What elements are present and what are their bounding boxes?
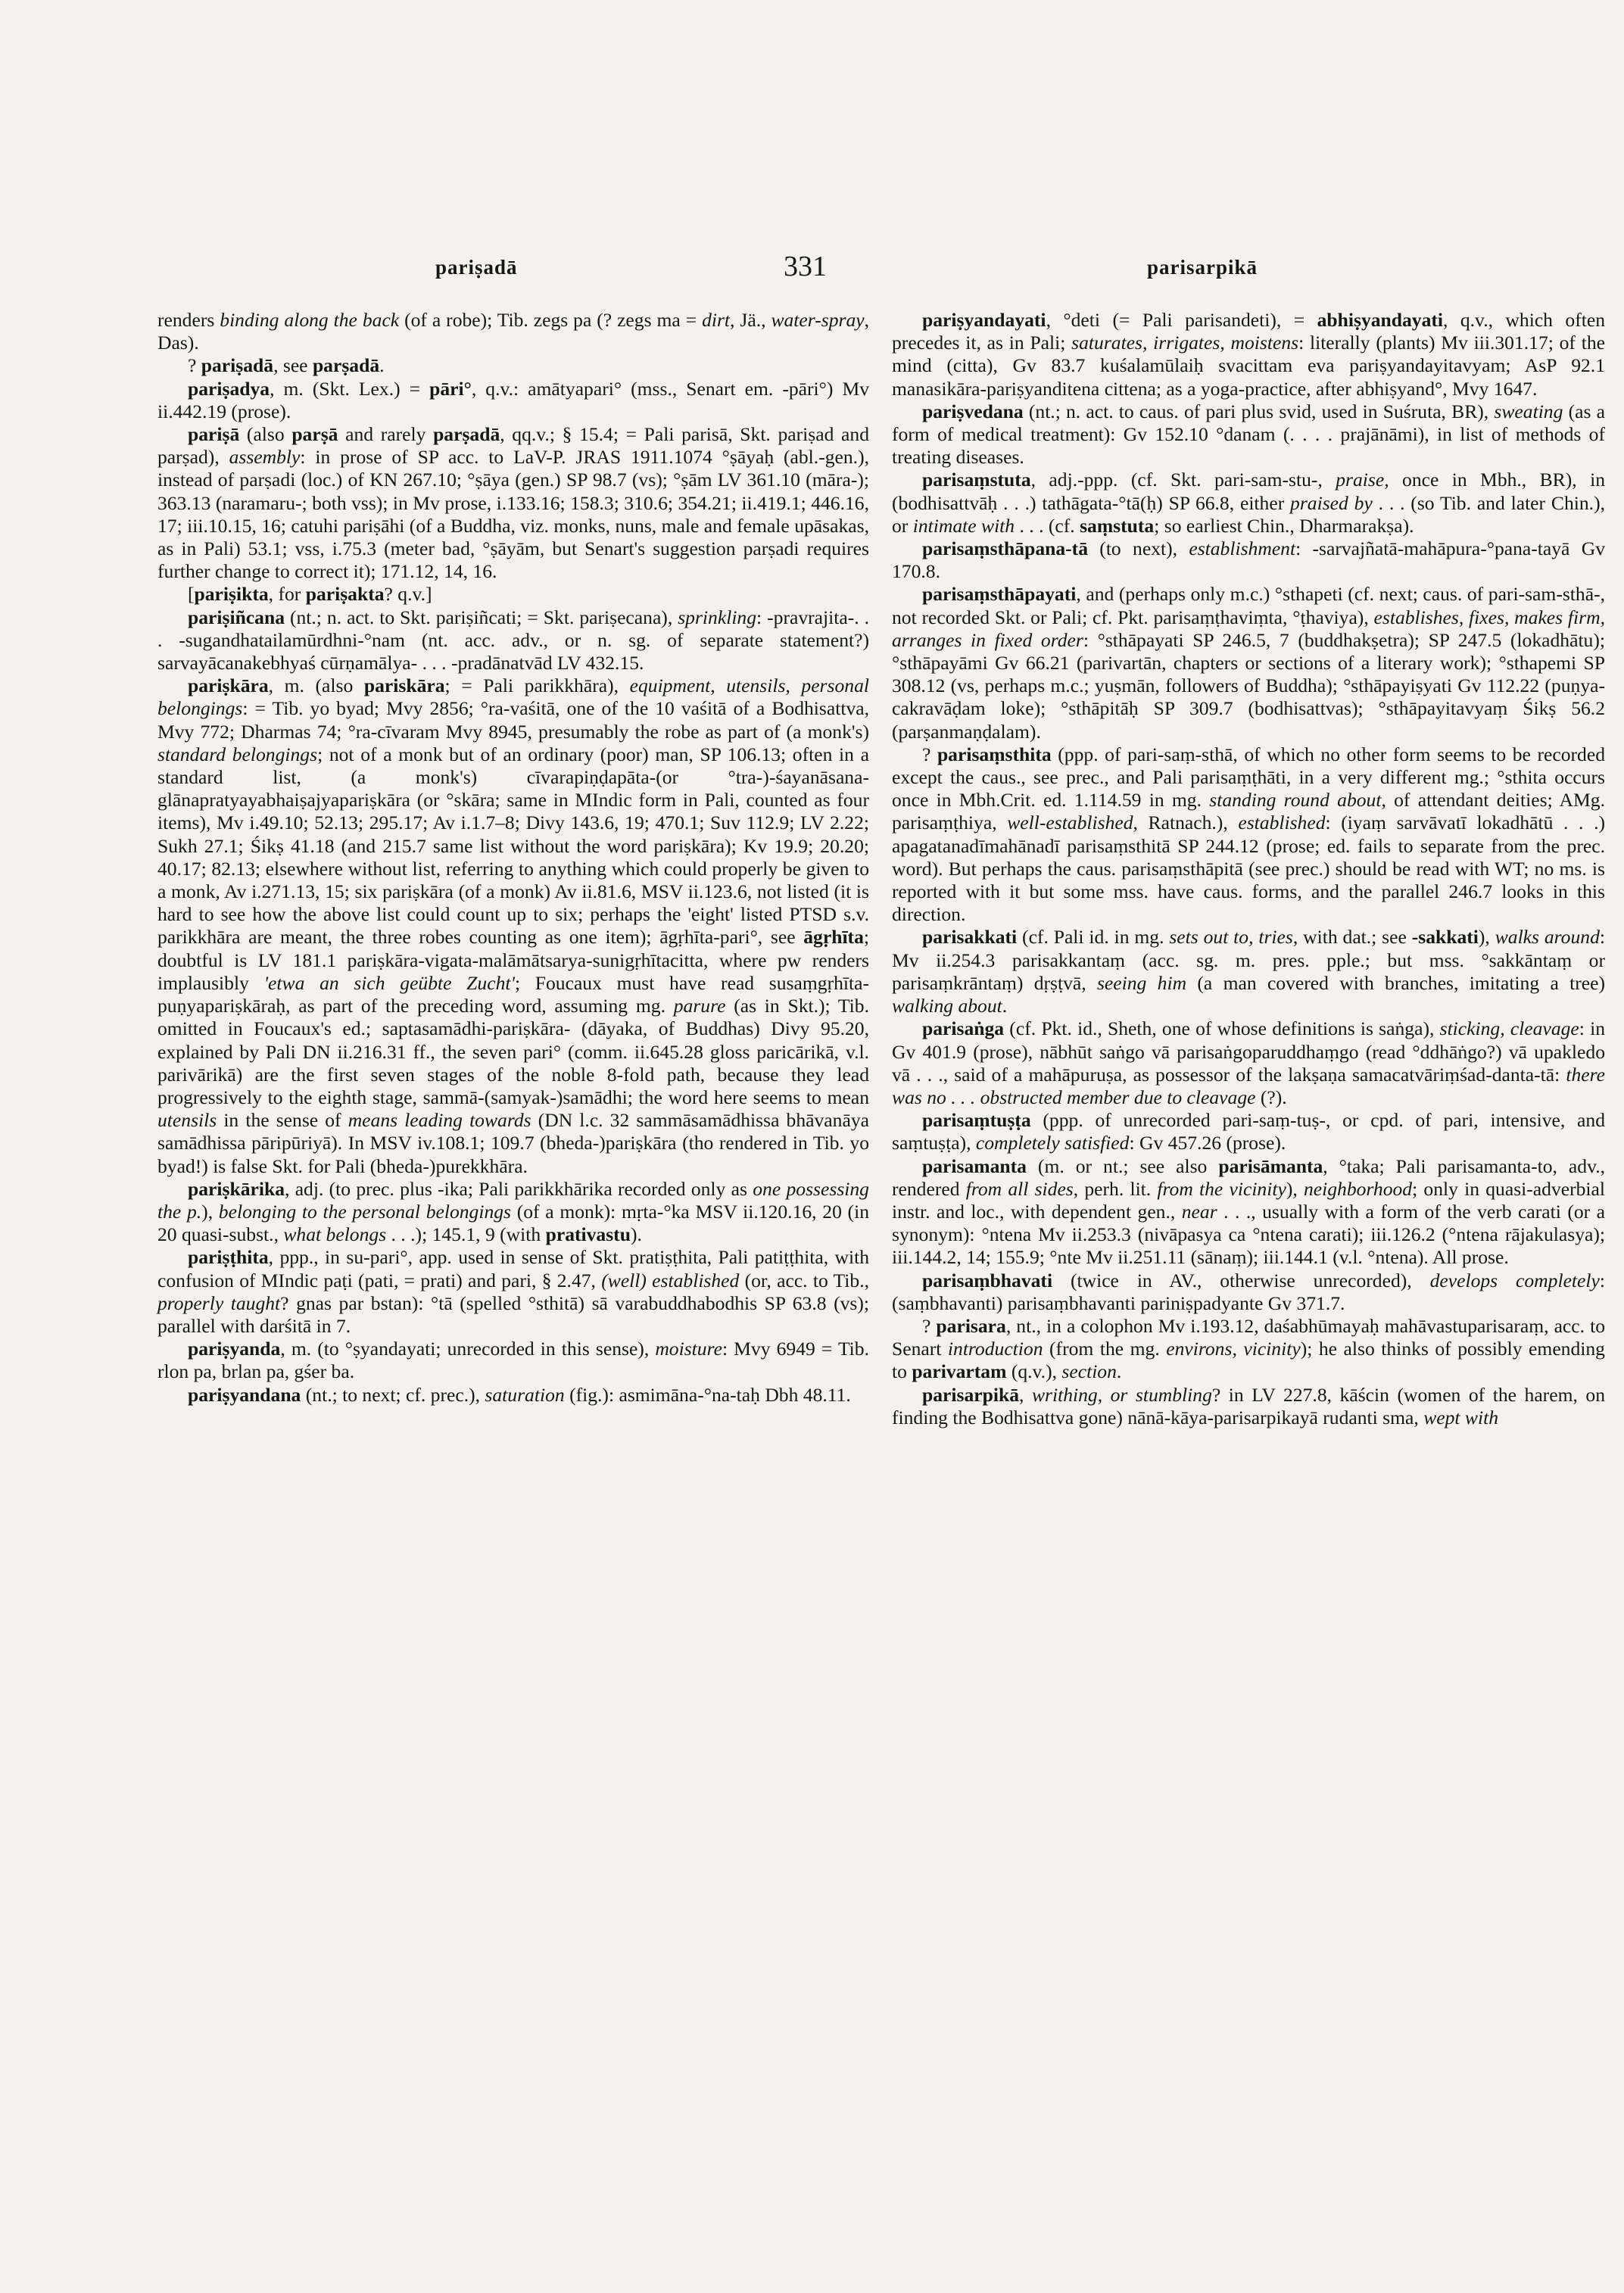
page-number: 331 <box>784 251 827 282</box>
entry-text: (of a robe); Tib. zegs pa (? zegs ma = <box>399 309 703 331</box>
entry-text: ), <box>1286 1177 1304 1200</box>
italic-gloss: introduction <box>947 1338 1043 1360</box>
headword: parṣā <box>291 423 338 446</box>
entry-text: (ppp. of unrecorded pari-saṃ-tuṣ-, or cpd. of pari, intensive, and saṃtuṣṭa), <box>892 1109 1605 1154</box>
dictionary-entry <box>892 469 1605 537</box>
headword: abhiṣyandayati <box>1317 309 1444 331</box>
entry-text: (of a monk): mṛta-°ka MSV ii.120.16, 20 (in 20 quasi-subst., <box>157 1200 869 1246</box>
entry-text: (as in Skt.); Tib. omitted in Foucaux's ed.; saptasamādhi-pariṣkāra- (dāyaka, of Buddhas) Divy 95.20, explained by Pali DN ii.216.31 ff., the seven pari° (comm. ii.645.28 gloss paricārikā, v.l. parivārikā) are the first seven stages of the noble 8-fold path, because they lead progressively to the eighth stage, sammā-(samyak-)samādhi; the word here seems to mean <box>157 995 869 1108</box>
entry-text: and rarely <box>338 423 434 446</box>
entry-text: , adj. (to prec. plus -ika; Pali parikkhārika recorded only as <box>285 1177 753 1200</box>
headword: parisaṃsthāpayati <box>922 583 1077 606</box>
entry-text: , for <box>268 583 306 606</box>
dictionary-entry <box>892 1155 1605 1270</box>
headword: pariṣkāra <box>188 675 269 697</box>
italic-gloss: utensils <box>157 1109 217 1132</box>
left-column <box>157 309 869 1407</box>
entry-text: : -pravrajita-. . . -sugandhatailamūrdhni-°nam (nt. acc. adv., or n. sg. of separate statement?) sarvayācanakebhyaś cūrṇamālya- . . . -pradānatvād LV 432.15. <box>157 606 869 675</box>
italic-gloss: saturates, irrigates, moistens <box>1071 332 1299 354</box>
headword: pariṣadā <box>201 354 274 377</box>
entry-text: (q.v.), <box>1006 1360 1062 1383</box>
entry-text: ? <box>188 354 201 377</box>
entry-text: : Gv 457.26 (prose). <box>1129 1132 1286 1154</box>
italic-gloss: sticking, cleavage <box>1439 1017 1579 1040</box>
italic-gloss: standard belongings <box>157 743 318 765</box>
entry-text: ; so earliest Chin., Dharmarakṣa). <box>1154 514 1414 537</box>
italic-gloss: assembly <box>229 446 301 469</box>
dictionary-entry <box>892 583 1605 743</box>
headword: pāri° <box>429 377 472 400</box>
italic-gloss: neighborhood <box>1303 1177 1413 1200</box>
entry-text: (nt.; to next; cf. prec.), <box>301 1383 485 1406</box>
headword: parṣadā <box>312 354 380 377</box>
italic-gloss: environs, vicinity <box>1166 1338 1301 1360</box>
dictionary-entry <box>892 400 1605 469</box>
entry-text: , Ratnach.), <box>1133 812 1239 834</box>
entry-text: : Mv ii.254.3 parisakkantaṃ (acc. sg. m. pres. pple.; but mss. °sakkāntaṃ or parisaṃkrāntaṃ) dṛṣṭvā, <box>892 926 1605 994</box>
headword: āgṛhīta <box>803 926 864 949</box>
entry-text: , nt., in a colophon Mv i.193.12, daśabhūmayaḥ mahāvastuparisaraṃ, acc. to Senart <box>892 1314 1606 1360</box>
italic-gloss: praised by <box>1290 491 1373 514</box>
dictionary-entry <box>892 1109 1605 1154</box>
headword: parisakkati <box>922 926 1018 949</box>
entry-text: ? q.v.] <box>384 583 432 606</box>
entry-text: . . ., usually with a form of the verb carati (or a synonym): °ntena Mv ii.253.3 (nivāpasya ca °ntena carati); iii.126.2 (°ntena rājakulasya); iii.144.2, 14; 155.9; °nte Mv ii.251.11 (sānaṃ); iii.144.1 (v.l. °ntena). All prose. <box>892 1200 1605 1269</box>
dictionary-entry <box>892 1270 1605 1315</box>
italic-gloss: water-spray <box>771 309 865 331</box>
entry-text: , <box>1019 1383 1032 1406</box>
italic-gloss: 'etwa an sich geübte Zucht' <box>263 971 515 994</box>
header-left-word: pariṣadā <box>435 256 518 279</box>
entry-text: , once in Mbh., BR), in (bodhisattvāḥ . . .) tathāgata-°tā(ḥ) SP 66.8, either <box>892 469 1605 514</box>
entry-text: (to next), <box>1088 537 1189 560</box>
headword: parisaṃsthāpana-tā <box>922 537 1088 560</box>
entry-text: : in Gv 401.9 (prose), nābhūt saṅgo vā parisaṅgoparuddhaṃgo (read °ddhāṅgo?) vā upakledo vā . . ., said of a mahāpuruṣa, as possessor of the lakṣaṇa samacatvāriṃśad-danta-tā: <box>892 1017 1606 1086</box>
headword: parivartam <box>912 1360 1007 1383</box>
entry-text: , adj.-ppp. (cf. Skt. pari-sam-stu-, <box>1030 469 1336 491</box>
italic-gloss: binding along the back <box>220 309 400 331</box>
headword: parisara <box>936 1314 1006 1337</box>
entry-text: . <box>1116 1360 1122 1383</box>
dictionary-entry <box>157 378 869 423</box>
entry-text: ? gnas par bstan): °tā (spelled °sthitā) sā varabuddhabodhis SP 63.8 (vs); parallel with darśitā in 7. <box>157 1291 869 1337</box>
italic-gloss: walks around <box>1495 926 1600 949</box>
dictionary-entry <box>892 1017 1605 1109</box>
entry-text: (or, acc. to Tib., <box>739 1269 869 1291</box>
italic-gloss: properly taught <box>157 1291 281 1314</box>
italic-gloss: completely satisfied <box>975 1132 1130 1154</box>
entry-text: , ppp., in su-pari°, app. used in sense of Skt. pratiṣṭhita, Pali patiṭṭhita, with confusion of MIndic paṭi (pati, = prati) and pari, § 2.47, <box>157 1246 869 1291</box>
headword: parṣadā <box>433 423 500 446</box>
dictionary-entry <box>892 926 1605 1017</box>
header-right-word: parisarpikā <box>1147 256 1258 279</box>
entry-text: , m. (Skt. Lex.) = <box>270 377 430 400</box>
entry-text: ). <box>630 1223 642 1246</box>
dictionary-entry <box>892 1315 1605 1384</box>
entry-text: , Das). <box>157 309 870 354</box>
dictionary-entry <box>157 354 869 377</box>
headword: pariṣadya <box>188 377 270 400</box>
italic-gloss: praise <box>1336 469 1385 491</box>
entry-text: : literally (plants) Mv iii.301.17; of the mind (citta), Gv 83.7 kuśalamūlaiḥ svacittam eva pariṣyandayitavyam; AsP 92.1 manasikāra-pariṣyanditena cittena; as a yoga-practice, after abhiṣyand°, Mvy 1647. <box>892 332 1605 400</box>
entry-text: (ppp. of pari-saṃ-sthā, of which no other form seems to be recorded except the caus., see prec., and Pali parisaṃṭhāti, in a very different mg.; °sthita occurs once in Mbh.Crit. ed. 1.114.59 in mg. <box>892 743 1605 812</box>
dictionary-entry <box>157 309 869 354</box>
dictionary-entry <box>892 1384 1605 1429</box>
dictionary-entry <box>157 423 869 583</box>
entry-text: (from the mg. <box>1043 1338 1167 1360</box>
entry-text: in the sense of <box>217 1109 348 1132</box>
italic-gloss: parure <box>673 995 726 1017</box>
entry-text: . . . (so Tib. and later Chin.), or <box>892 491 1605 537</box>
headword: parisarpikā <box>922 1383 1019 1406</box>
dictionary-entry <box>157 606 869 675</box>
entry-text: , perh. lit. <box>1073 1177 1158 1200</box>
entry-text: . . . (cf. <box>1015 514 1080 537</box>
entry-text: (cf. Pkt. id., Sheth, one of whose definitions is saṅga), <box>1004 1017 1440 1040</box>
dictionary-entry <box>157 1178 869 1247</box>
headword: pariṣyandayati <box>922 309 1046 331</box>
italic-gloss: standing round about <box>1209 789 1382 812</box>
italic-gloss: equipment, utensils, personal belongings <box>157 675 869 720</box>
entry-text: , °deti (= Pali parisandeti), = <box>1046 309 1317 331</box>
italic-gloss: established <box>1238 812 1326 834</box>
italic-gloss: sprinkling <box>678 606 757 628</box>
entry-text: (twice in AV., otherwise unrecorded), <box>1052 1269 1430 1291</box>
entry-text: , qq.v.; § 15.4; = Pali parisā, Skt. pariṣad and parṣad), <box>157 423 869 469</box>
headword: pariṣikta <box>194 583 269 606</box>
entry-text: renders <box>157 309 220 331</box>
italic-gloss: wept with <box>1423 1406 1499 1428</box>
italic-gloss: what belongs <box>283 1223 387 1246</box>
entry-text: [ <box>188 583 195 606</box>
italic-gloss: well-established <box>1007 812 1133 834</box>
entry-text: . <box>379 354 385 377</box>
entry-text: , of attendant deities; AMg. parisaṃṭhiya, <box>892 789 1605 834</box>
entry-text: ? <box>922 1314 937 1337</box>
entry-text: (nt.; n. act. to Skt. pariṣiñcati; = Skt. pariṣecana), <box>285 606 678 628</box>
entry-text: ), <box>1478 926 1495 949</box>
entry-text: , m. (to °ṣyandayati; unrecorded in this sense), <box>280 1338 656 1360</box>
italic-gloss: intimate with <box>912 514 1015 537</box>
entry-text: , m. (also <box>268 675 364 697</box>
headword: pariṣyanda <box>188 1338 281 1360</box>
headword: pariṣṭhita <box>188 1246 269 1269</box>
italic-gloss: belonging to the personal belongings <box>218 1200 512 1223</box>
entry-text: (?). <box>1255 1086 1287 1108</box>
italic-gloss: establishes, fixes, makes firm, arranges in fixed order <box>892 606 1605 651</box>
italic-gloss: moisture <box>655 1338 722 1360</box>
italic-gloss: from all sides <box>965 1177 1074 1200</box>
italic-gloss: (well) established <box>601 1269 740 1291</box>
headword: -sakkati <box>1411 926 1479 949</box>
entry-text: (DN l.c. 32 sammāsamādhissa bhāvanāya samādhissa pāripūriyā). In MSV iv.108.1; 109.7 (bheda-)pariṣkāra (tho rendered in Tib. yo byad!) is false Skt. for Pali (bheda-)purekkhāra. <box>157 1109 869 1177</box>
headword: parisaṃbhavati <box>922 1269 1053 1291</box>
italic-gloss: from the vicinity <box>1157 1177 1286 1200</box>
italic-gloss: sweating <box>1494 400 1563 422</box>
headword: pariṣyandana <box>188 1383 301 1406</box>
entry-text: : Mvy 6949 = Tib. rlon pa, brlan pa, gśer ba. <box>157 1338 869 1383</box>
entry-text: ? <box>922 743 937 765</box>
dictionary-entry <box>892 537 1605 583</box>
italic-gloss: writhing, or stumbling <box>1031 1383 1212 1406</box>
dictionary-entry <box>892 309 1605 400</box>
headword: pariṣkārika <box>188 1177 285 1200</box>
italic-gloss: develops completely <box>1429 1269 1600 1291</box>
italic-gloss: saturation <box>485 1383 565 1406</box>
headword: parisaṃtuṣṭa <box>922 1109 1031 1132</box>
italic-gloss: dirt <box>702 309 731 331</box>
entry-text: , see <box>273 354 313 377</box>
entry-text: : = Tib. yo byad; Mvy 2856; °ra-vaśitā, one of the 10 vaśitā of a Bodhisattva, Mvy 772; Dharmas 74; °ra-cīvaram Mvy 8945, presumably the robe as part of (a monk's) <box>157 697 869 743</box>
italic-gloss: sets out to, tries <box>1169 926 1293 949</box>
entry-text: : -sarvajñatā-mahāpura-°pana-tayā Gv 170.8. <box>892 537 1605 583</box>
headword: parisamanta <box>922 1154 1027 1177</box>
entry-text: , °taka; Pali parisamanta-to, adv., rendered <box>892 1154 1606 1200</box>
entry-text: , Jä., <box>730 309 771 331</box>
entry-text: (m. or nt.; see also <box>1026 1154 1219 1177</box>
entry-text: : (saṃbhavanti) parisaṃbhavanti pariniṣpadyante Gv 371.7. <box>892 1269 1606 1314</box>
headword: parisāmanta <box>1218 1154 1323 1177</box>
headword: pariṣiñcana <box>188 606 285 628</box>
headword: parisaṃstuta <box>922 469 1031 491</box>
running-header <box>0 250 1624 288</box>
headword: pariṣā <box>188 423 240 446</box>
entry-text: ; Foucaux must have read susaṃgṛhīta-puṇyapariṣkāraḥ, as part of the preceding word, assuming mg. <box>157 971 869 1017</box>
entry-text: (also <box>239 423 292 446</box>
headword: prativastu <box>545 1223 631 1246</box>
entry-text: , with dat.; see <box>1292 926 1412 949</box>
entry-text: : in prose of SP acc. to LaV-P. JRAS 1911.1074 °ṣāyaḥ (abl.-gen.), instead of parṣadi (loc.) of KN 267.10; °ṣāya (gen.) SP 98.7 (vs); °ṣām LV 361.10 (māra-); 363.13 (naramaru-; both vss); in Mv prose, i.133.16; 158.3; 310.6; 354.21; ii.419.1; 446.16, 17; iii.10.15, 16; catuhi pariṣāhi (of a Buddha, viz. monks, nuns, male and female upāsakas, as in Pali) 53.1; vss, i.75.3 (meter bad, °ṣāyām, but Senart's suggestion parṣadi requires further change to correct it); 171.12, 14, 16. <box>157 446 869 583</box>
entry-text: , q.v.: amātyapari° (mss., Senart em. -pāri°) Mv ii.442.19 (prose). <box>157 377 870 422</box>
entry-text: (a man covered with branches, imitating a tree) <box>1186 971 1605 994</box>
italic-gloss: there was no . . . obstructed member due to cleavage <box>892 1063 1605 1108</box>
entry-text: ? in LV 227.8, kāścin (women of the harem, on finding the Bodhisattva gone) nānā-kāya-parisarpikayā rudanti sma, <box>892 1383 1606 1428</box>
headword: pariṣvedana <box>922 400 1024 422</box>
right-column <box>892 309 1605 1429</box>
italic-gloss: means leading towards <box>348 1109 531 1132</box>
entry-text: ; only in quasi-adverbial instr. and loc., with dependent gen., <box>892 1177 1606 1223</box>
entry-text: (as a form of medical treatment): Gv 152.10 °danam (. . . . prajānāmi), in list of methods of treating diseases. <box>892 400 1605 469</box>
italic-gloss: seeing him <box>1096 971 1187 994</box>
headword: parisaṃsthita <box>937 743 1052 765</box>
entry-text: . <box>1002 995 1008 1017</box>
italic-gloss: section <box>1061 1360 1117 1383</box>
entry-text: (fig.): asmimāna-°na-taḥ Dbh 48.11. <box>564 1383 851 1406</box>
entry-text: : (iyaṃ sarvāvatī lokadhātū . . .) apagatanadīmahānadī parisaṃsthitā SP 244.12 (prose; ed. fails to separate from the prec. word). But perhaps the caus. parisaṃsthāpitā (see prec.) should be read with WT; no ms. is reported with it but some mss. have caus. forms, and the parallel 246.7 looks in this direction. <box>892 812 1605 926</box>
entry-text: ); he also thinks of possibly emending to <box>892 1338 1605 1383</box>
headword: saṃstuta <box>1080 514 1155 537</box>
entry-text: ), <box>201 1200 219 1223</box>
dictionary-entry <box>157 675 869 1177</box>
entry-text: (cf. Pali id. in mg. <box>1017 926 1170 949</box>
entry-text: . . .); 145.1, 9 (with <box>386 1223 546 1246</box>
entry-text: ; not of a monk but of an ordinary (poor) man, SP 106.13; often in a standard list, (a monk's) cīvarapiṇḍapāta-(or °tra-)-śayanāsana-glānapratyayabhaiṣajyapariṣkāra (or °skāra; same in MIndic form in Pali, counted as four items), Mv i.49.10; 52.13; 295.17; Av i.1.7–8; Divy 143.6, 19; 470.1; Suv 112.9; LV 2.22; Sukh 27.1; Śikṣ 41.18 (and 215.7 same list without the word pariṣkāra); Kv 19.9; 20.20; 40.17; 82.13; elsewhere without list, referring to anything which could properly be given to a monk, Av i.271.13, 15; six pariṣkāra (of a monk) Av ii.81.6, MSV ii.123.6, not listed (it is hard to see how the above list could count up to six; perhaps the 'eight' listed PTSD s.v. parikkhāra are meant, the three robes counting as one item); āgṛhīta-pari°, see <box>157 743 869 949</box>
dictionary-entry <box>157 1384 869 1407</box>
dictionary-entry <box>892 743 1605 927</box>
italic-gloss: one possessing the p. <box>157 1177 869 1223</box>
entry-text: ; doubtful is LV 181.1 pariṣkāra-vigata-malāmātsarya-sunigṛhītacitta, where pw renders implausibly <box>157 926 869 994</box>
entry-text: ; = Pali parikkhāra), <box>444 675 630 697</box>
dictionary-entry <box>157 1338 869 1383</box>
italic-gloss: near <box>1181 1200 1217 1223</box>
dictionary-entry <box>157 583 869 606</box>
entry-text: , and (perhaps only m.c.) °sthapeti (cf. next; caus. of pari-sam-sthā-, not recorded Skt. or Pali; cf. Pkt. parisaṃṭhaviṃta, °ṭhaviya), <box>892 583 1605 628</box>
headword: pariskāra <box>363 675 445 697</box>
headword: parisaṅga <box>922 1017 1005 1040</box>
headword: pariṣakta <box>305 583 385 606</box>
entry-text: (nt.; n. act. to caus. of pari plus svid, used in Suśruta, BR), <box>1023 400 1495 422</box>
italic-gloss: walking about <box>892 995 1002 1017</box>
italic-gloss: establishment <box>1189 537 1296 560</box>
entry-text: : °sthāpayati SP 246.5, 7 (buddhakṣetra); SP 247.5 (lokadhātu); °sthāpayāmi Gv 66.21 (parivartān, chapters or sections of a literary work); °sthapemi SP 308.12 (vs, perhaps m.c.; yuṣmān, followers of Buddha); °sthāpayiṣyati Gv 112.22 (puṇya-cakravāḍam loke); °sthāpitāḥ SP 309.7 (bodhisattvas); °sthāpayitavyaṃ Śikṣ 56.2 (parṣanmaṇḍalam). <box>892 628 1605 743</box>
dictionary-entry <box>157 1246 869 1338</box>
entry-text: , q.v., which often precedes it, as in Pali; <box>892 309 1605 354</box>
